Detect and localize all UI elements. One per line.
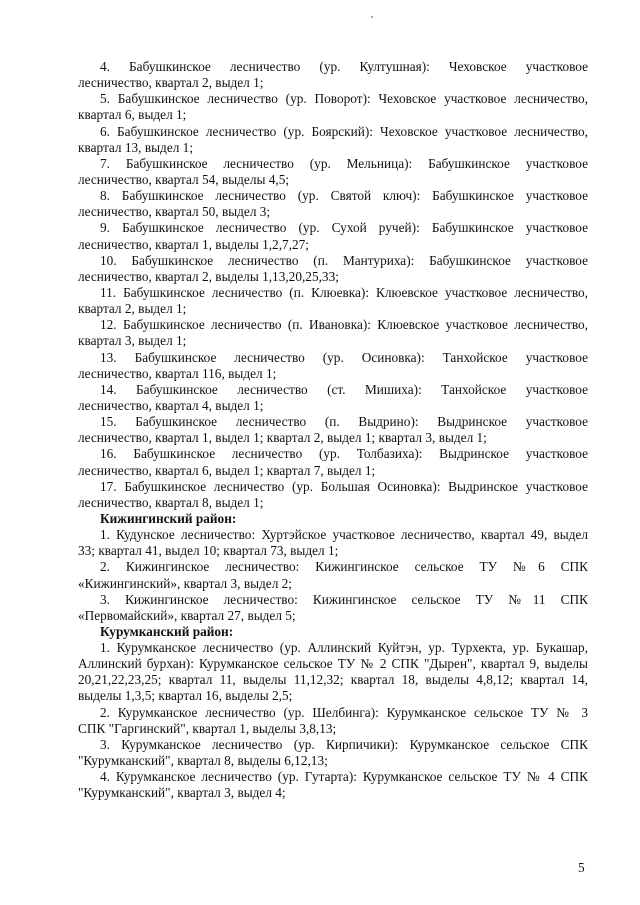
paragraph-line: СПК "Гаргинский", квартал 1, выделы 3,8,13; — [78, 720, 337, 736]
paragraph-line: 3. Кижингинское лесничество: Кижингинское сельское ТУ №11 СПК — [100, 591, 588, 607]
list-item — [78, 220, 588, 252]
paragraph-line: 9. Бабушкинское лесничество (ур. Сухой ручей): Бабушкинское участковое — [100, 220, 588, 236]
list-item — [78, 156, 588, 188]
paragraph-line: 20,21,22,23,25; квартал 11, выделы 11,12,32; квартал 18, выделы 4,8,12; квартал 14, — [78, 672, 588, 688]
paragraph-line: 17. Бабушкинское лесничество (ур. Большая Осиновка): Выдринское участковое — [100, 478, 588, 494]
list-item — [78, 769, 588, 801]
paragraph-line: «Кижингинский», квартал 3, выдел 2; — [78, 575, 292, 591]
paragraph-line: 33; квартал 41, выдел 10; квартал 73, выдел 1; — [78, 543, 339, 559]
paragraph-line: 15. Бабушкинское лесничество (п. Выдрино): Выдринское участковое — [100, 414, 588, 430]
paragraph-line: лесничество, квартал 1, выдел 1; квартал 2, выдел 1; квартал 3, выдел 1; — [78, 430, 487, 446]
paragraph-line: 4. Курумканское лесничество (ур. Гутарта): Курумканское сельское ТУ № 4 СПК — [100, 769, 588, 785]
paragraph-line: "Курумканский", квартал 8, выделы 6,12,13; — [78, 753, 328, 769]
list-item — [78, 59, 588, 91]
paragraph-line: 13. Бабушкинское лесничество (ур. Осиновка): Танхойское участковое — [100, 349, 588, 365]
list-item — [78, 285, 588, 317]
section-heading-kurumkansky: Курумканский район: — [100, 623, 234, 639]
paragraph-line: 2. Курумканское лесничество (ур. Шелбинга): Курумканское сельское ТУ № 3 — [100, 704, 588, 720]
document-body — [78, 59, 588, 801]
paragraph-line: 14. Бабушкинское лесничество (ст. Мишиха): Танхойское участковое — [100, 381, 588, 397]
paragraph-line: лесничество, квартал 2, выдел 1; — [78, 75, 264, 91]
paragraph-line: 7. Бабушкинское лесничество (ур. Мельница): Бабушкинское участковое — [100, 155, 588, 171]
list-item — [78, 188, 588, 220]
paragraph-line: "Курумканский", квартал 3, выдел 4; — [78, 785, 286, 801]
paragraph-line: лесничество, квартал 6, выдел 1; квартал 7, выдел 1; — [78, 462, 376, 478]
paragraph-line: квартал 13, выдел 1; — [78, 139, 194, 155]
paragraph-line: лесничество, квартал 8, выдел 1; — [78, 494, 264, 510]
list-item — [78, 446, 588, 478]
paragraph-line: квартал 3, выдел 1; — [78, 333, 187, 349]
paragraph-line: 6. Бабушкинское лесничество (ур. Боярский): Чеховское участковое лесничество, — [100, 123, 588, 139]
list-item — [78, 253, 588, 285]
paragraph-line: 4. Бабушкинское лесничество (ур. Култушная): Чеховское участковое — [100, 59, 588, 74]
paragraph-line: Аллинский бурхан): Курумканское сельское ТУ № 2 СПК "Дырен", квартал 9, выделы — [78, 656, 588, 672]
paragraph-line: лесничество, квартал 116, выдел 1; — [78, 365, 277, 381]
list-item — [78, 737, 588, 769]
list-item — [78, 382, 588, 414]
section-heading-kizhinginsky: Кижингинский район: — [100, 510, 237, 526]
paragraph-line: 10. Бабушкинское лесничество (п. Мантуриха): Бабушкинское участковое — [100, 252, 588, 268]
paragraph-line: квартал 2, выдел 1; — [78, 301, 187, 317]
paragraph-line: «Первомайский», квартал 27, выдел 5; — [78, 607, 296, 623]
paragraph-line: 16. Бабушкинское лесничество (ур. Толбазиха): Выдринское участковое — [100, 446, 588, 462]
paragraph-line: 3. Курумканское лесничество (ур. Кирпичики): Курумканское сельское СПК — [100, 736, 588, 752]
paragraph-line: лесничество, квартал 4, выдел 1; — [78, 397, 264, 413]
paragraph-line: 1. Курумканское лесничество (ур. Аллинский Куйтэн, ур. Турхекта, ур. Букашар, — [100, 640, 588, 656]
paragraph-line: лесничество, квартал 54, выделы 4,5; — [78, 171, 290, 187]
list-item — [78, 527, 588, 559]
list-item — [78, 317, 588, 349]
paragraph-line: 12. Бабушкинское лесничество (п. Ивановка): Клюевское участковое лесничество, — [100, 317, 588, 333]
paragraph-line: лесничество, квартал 1, выделы 1,2,7,27; — [78, 236, 309, 252]
list-item — [78, 705, 588, 737]
paragraph-line: 2. Кижингинское лесничество: Кижингинское сельское ТУ №6 СПК — [100, 559, 588, 575]
paragraph-line: 11. Бабушкинское лесничество (п. Клюевка): Клюевское участковое лесничество, — [100, 284, 588, 300]
paragraph-line: 1. Кудунское лесничество: Хуртэйское участковое лесничество, квартал 49, выдел — [100, 527, 588, 543]
scan-speck — [371, 16, 373, 18]
paragraph-line: 8. Бабушкинское лесничество (ур. Святой ключ): Бабушкинское участковое — [100, 188, 588, 204]
paragraph-line: выделы 1,3,5; квартал 16, выделы 2,5; — [78, 688, 293, 704]
list-item — [78, 91, 588, 123]
paragraph-line: квартал 6, выдел 1; — [78, 107, 187, 123]
list-item — [78, 479, 588, 511]
paragraph-line: лесничество, квартал 50, выдел 3; — [78, 204, 271, 220]
list-item — [78, 592, 588, 624]
list-item — [78, 414, 588, 446]
paragraph-line: лесничество, квартал 2, выделы 1,13,20,25,33; — [78, 268, 339, 284]
list-item — [78, 350, 588, 382]
page-number: 5 — [578, 860, 585, 875]
list-item — [78, 124, 588, 156]
paragraph-line: 5. Бабушкинское лесничество (ур. Поворот): Чеховское участковое лесничество, — [100, 91, 588, 107]
list-item — [78, 640, 588, 705]
list-item — [78, 559, 588, 591]
